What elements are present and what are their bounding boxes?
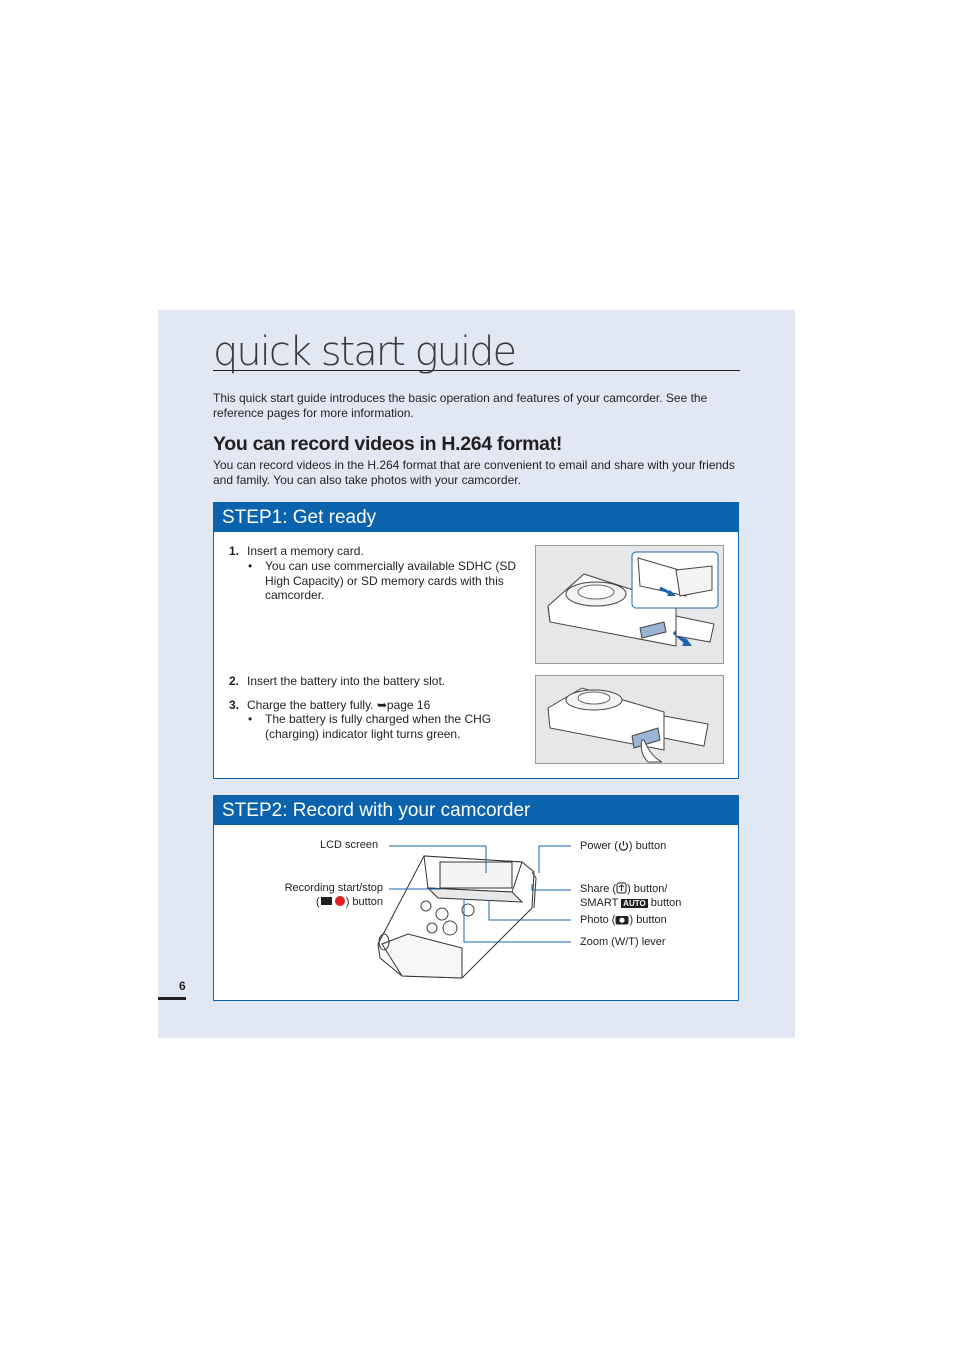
step1-item-2: 2. Insert the battery into the battery slot. [229, 674, 446, 688]
record-button-label: Recording start/stop ( ) button [284, 882, 383, 908]
step1-item-1: 1. Insert a memory card. [229, 544, 364, 558]
record-icon [320, 895, 346, 907]
step2-heading: STEP2: Record with your camcorder [214, 796, 738, 825]
bullet-icon: • [248, 712, 253, 726]
page-title: quick start guide [213, 332, 740, 371]
camera-icon [615, 914, 629, 925]
page-number-bar [158, 997, 186, 1000]
step2-box [213, 795, 739, 1001]
smart-auto-badge: AUTO [623, 899, 646, 908]
lcd-screen-label: LCD screen [320, 839, 379, 851]
battery-illustration [535, 675, 724, 764]
photo-button-label: Photo ( ) button [580, 914, 667, 926]
h264-text: You can record videos in the H.264 format that are convenient to email and share with your friends and family. You can also take photos with your camcorder. [213, 458, 735, 487]
h264-heading: You can record videos in H.264 format! [213, 433, 563, 455]
share-button-label: Share ( ) button/ SMART AUTO button [580, 883, 682, 909]
step1-bullet-1: You can use commercially available SDHC (SD High Capacity) or SD memory cards with this camcorder. [265, 559, 516, 602]
step1-box [213, 502, 739, 779]
memory-card-illustration [535, 545, 724, 664]
step1-heading: STEP1: Get ready [214, 503, 738, 532]
zoom-lever-label: Zoom (W/T) lever [580, 936, 666, 948]
step1-item-3: 3. Charge the battery fully. ➥page 16 [229, 698, 431, 712]
share-icon [616, 882, 627, 894]
intro-text: This quick start guide introduces the basic operation and features of your camcorder. See the reference pages for more information. [213, 391, 708, 420]
power-button-label: Power ( ) button [580, 840, 667, 852]
page-ref-arrow-icon: ➥ [376, 698, 387, 712]
power-icon [618, 840, 629, 851]
page-number: 6 [179, 979, 186, 993]
step1-bullet-2: The battery is fully charged when the CHG (charging) indicator light turns green. [265, 712, 492, 741]
bullet-icon: • [248, 559, 253, 573]
